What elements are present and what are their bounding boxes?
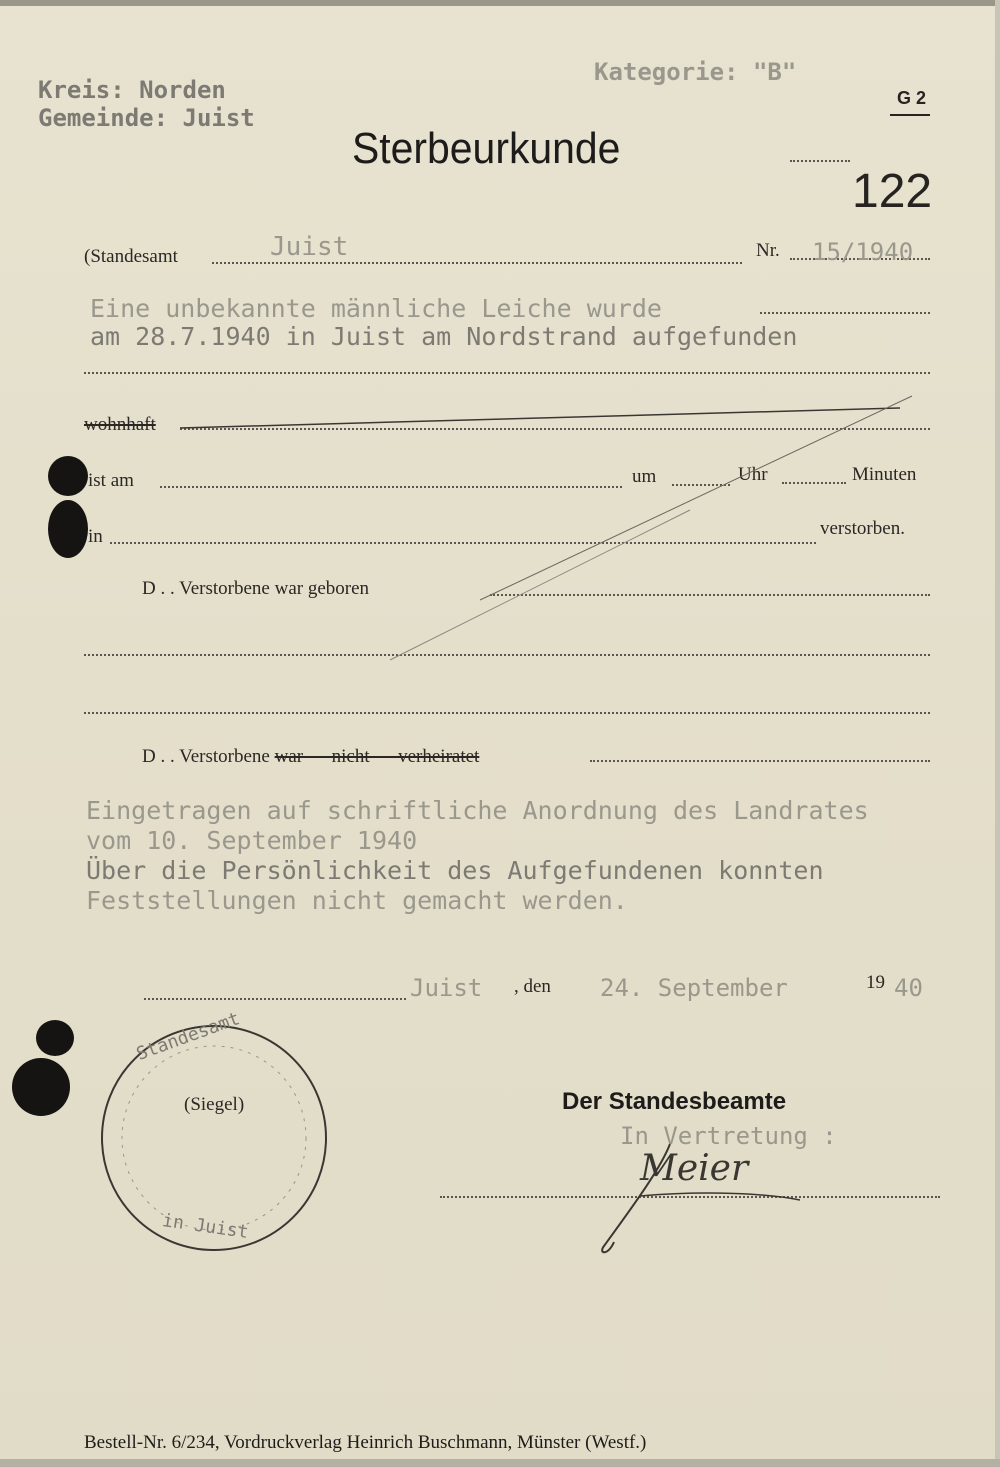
official-seal bbox=[96, 1008, 336, 1262]
date-value: 24. September bbox=[600, 974, 788, 1002]
geboren-label: D . . Verstorbene war geboren bbox=[142, 578, 370, 599]
punch-hole-3 bbox=[36, 1020, 74, 1056]
verheiratet-prefix: D . . Verstorbene bbox=[142, 746, 270, 767]
wohnhaft-label: wohnhaft bbox=[84, 414, 156, 435]
year-prefix: 19 bbox=[866, 972, 885, 993]
remarks-line-4: Feststellungen nicht gemacht werden. bbox=[86, 886, 628, 915]
punch-hole-4 bbox=[12, 1058, 70, 1116]
narrative-line-1: Eine unbekannte männliche Leiche wurde bbox=[90, 294, 662, 323]
date-place-dots bbox=[144, 998, 406, 1000]
vertretung-label: In Vertretung : bbox=[620, 1122, 837, 1150]
verheiratet-line bbox=[142, 746, 479, 768]
remarks-line-1: Eingetragen auf schriftliche Anordnung des Landrates bbox=[86, 796, 869, 825]
scan-edge-bottom bbox=[0, 1459, 1000, 1467]
kreis-label: Kreis: Norden bbox=[38, 76, 226, 104]
standesamt-label: (Standesamt bbox=[84, 246, 178, 267]
remarks-line-2: vom 10. September 1940 bbox=[86, 826, 418, 855]
page-title: Sterbeurkunde bbox=[352, 124, 621, 173]
signatory-title: Der Standesbeamte bbox=[562, 1088, 787, 1115]
cancellation-strokes bbox=[0, 0, 1000, 720]
nr-label: Nr. bbox=[756, 240, 780, 261]
register-number: 122 bbox=[852, 165, 933, 218]
um-label: um bbox=[632, 466, 657, 487]
in-label: in bbox=[88, 526, 103, 547]
verheiratet-struck: war — nicht — verheiratet bbox=[274, 746, 480, 767]
minuten-label: Minuten bbox=[852, 464, 917, 485]
standesamt-value: Juist bbox=[270, 232, 349, 262]
signature-name: Meier bbox=[640, 1148, 749, 1189]
nr-value: 15/1940 bbox=[812, 238, 914, 266]
date-place: Juist bbox=[410, 974, 483, 1002]
kategorie-label: Kategorie: "B" bbox=[594, 58, 797, 86]
remarks-line-3: Über die Persönlichkeit des Aufgefundenen konnten bbox=[86, 856, 824, 885]
ist-am-label: ist am bbox=[88, 470, 134, 491]
year-suffix: 40 bbox=[894, 974, 923, 1002]
gemeinde-label: Gemeinde: Juist bbox=[38, 104, 255, 132]
signature-flourish bbox=[590, 1130, 820, 1260]
seal-label: (Siegel) bbox=[184, 1094, 245, 1115]
form-code: G 2 bbox=[897, 88, 927, 108]
uhr-label: Uhr bbox=[738, 464, 768, 485]
publisher-footer: Bestell-Nr. 6/234, Vordruckverlag Heinrich Buschmann, Münster (Westf.) bbox=[84, 1432, 647, 1453]
seal-ring-top: Standesamt bbox=[133, 1008, 243, 1065]
den-label: , den bbox=[514, 976, 551, 997]
verheiratet-dots bbox=[590, 760, 930, 762]
verstorben-label: verstorben. bbox=[820, 518, 905, 539]
narrative-line-2: am 28.7.1940 in Juist am Nordstrand aufgefunden bbox=[90, 322, 798, 351]
seal-ring-bottom: in Juist bbox=[160, 1210, 250, 1243]
